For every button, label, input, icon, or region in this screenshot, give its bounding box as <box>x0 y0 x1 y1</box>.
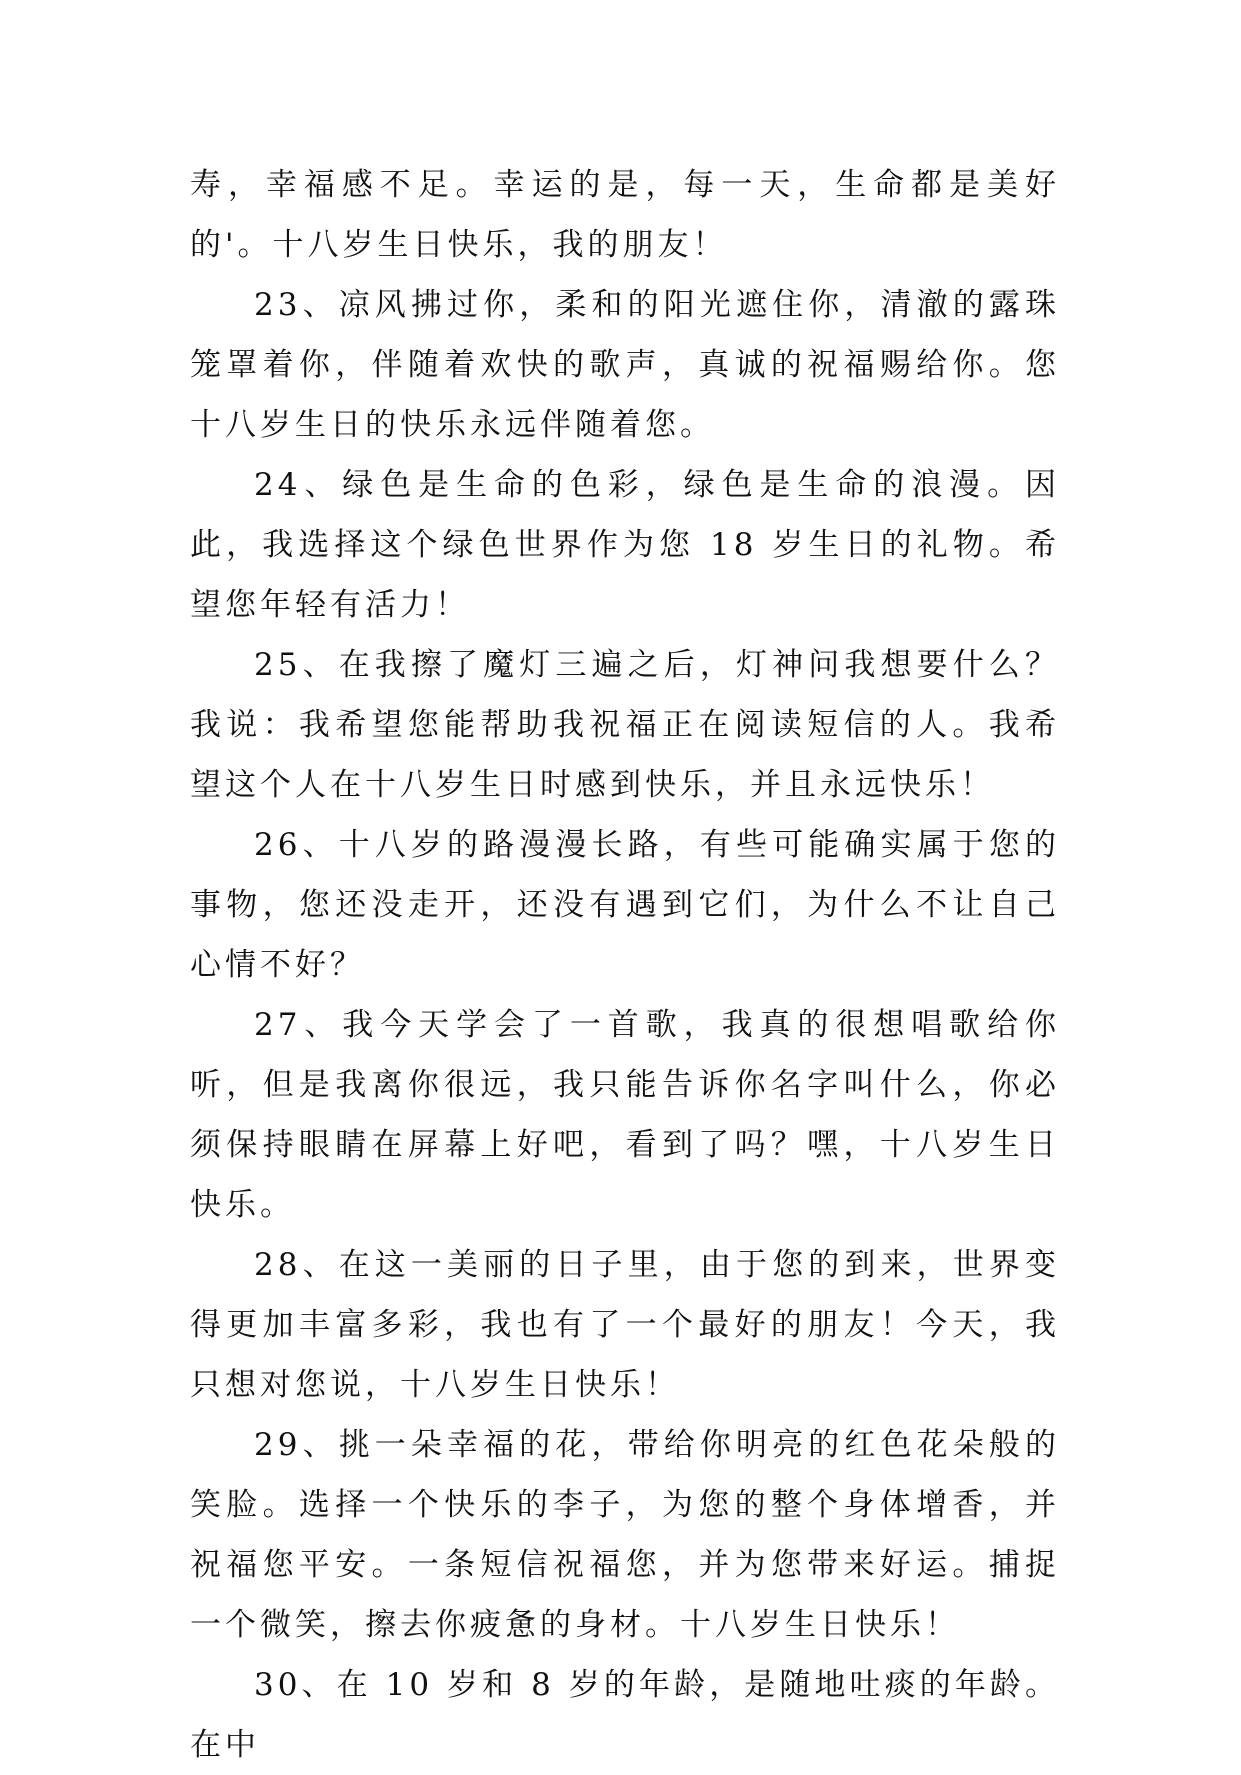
document-page <box>190 155 1060 1775</box>
paragraph-continuation: 寿，幸福感不足。幸运的是，每一天，生命都是美好的'。十八岁生日快乐，我的朋友！ <box>190 167 1060 263</box>
paragraph-29: 29、挑一朵幸福的花，带给你明亮的红色花朵般的笑脸。选择一个快乐的李子，为您的整个身体增香，并祝福您平安。一条短信祝福您，并为您带来好运。捕捉一个微笑，擦去你疲惫的身材。十八岁生日快乐！ <box>190 1427 1060 1643</box>
paragraph-25: 25、在我擦了魔灯三遍之后，灯神问我想要什么？我说：我希望您能帮助我祝福正在阅读短信的人。我希望这个人在十八岁生日时感到快乐，并且永远快乐！ <box>190 647 1060 803</box>
paragraph-28: 28、在这一美丽的日子里，由于您的到来，世界变得更加丰富多彩，我也有了一个最好的朋友！今天，我只想对您说，十八岁生日快乐！ <box>190 1247 1060 1403</box>
paragraph-27: 27、我今天学会了一首歌，我真的很想唱歌给你听，但是我离你很远，我只能告诉你名字叫什么，你必须保持眼睛在屏幕上好吧，看到了吗？嘿，十八岁生日快乐。 <box>190 1007 1060 1223</box>
paragraph-24: 24、绿色是生命的色彩，绿色是生命的浪漫。因此，我选择这个绿色世界作为您 18 岁生日的礼物。希望您年轻有活力！ <box>190 467 1060 623</box>
paragraph-30: 30、在 10 岁和 8 岁的年龄，是随地吐痰的年龄。在中 <box>190 1667 1060 1763</box>
paragraph-26: 26、十八岁的路漫漫长路，有些可能确实属于您的事物，您还没走开，还没有遇到它们，为什么不让自己心情不好？ <box>190 827 1060 983</box>
paragraph-23: 23、凉风拂过你，柔和的阳光遮住你，清澈的露珠笼罩着你，伴随着欢快的歌声，真诚的祝福赐给你。您十八岁生日的快乐永远伴随着您。 <box>190 287 1060 443</box>
